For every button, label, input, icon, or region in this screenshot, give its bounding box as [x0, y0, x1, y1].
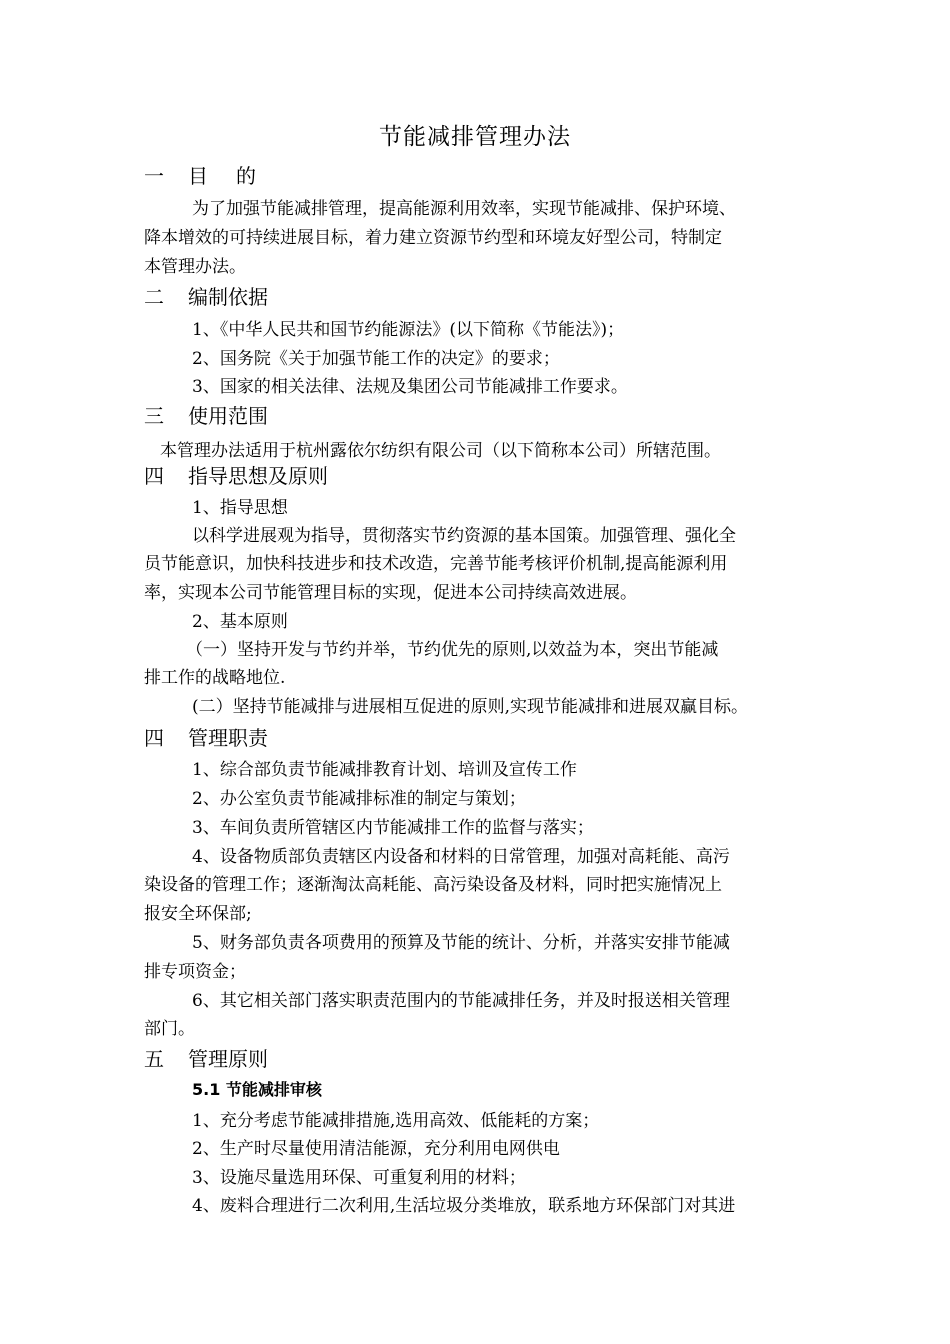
section-number: 二 — [144, 285, 164, 309]
paragraph-line: 降本增效的可持续进展目标，着力建立资源节约型和环境友好型公司，特制定 — [144, 228, 722, 248]
section-number: 四 — [144, 726, 164, 750]
list-item: 3、设施尽量选用环保、可重复利用的材料； — [192, 1168, 526, 1188]
section-heading-management-principles — [144, 1043, 268, 1072]
list-item: 2、生产时尽量使用清洁能源，充分利用电网供电 — [192, 1139, 560, 1159]
list-item: 4、设备物质部负责辖区内设备和材料的日常管理，加强对高耗能、高污 — [192, 847, 730, 867]
section-title: 使用范围 — [188, 404, 268, 428]
list-item: 2、办公室负责节能减排标准的制定与策划； — [192, 789, 526, 809]
section-number: 一 — [144, 164, 164, 188]
section-number: 五 — [144, 1047, 164, 1071]
list-item: 2、国务院《关于加强节能工作的决定》的要求； — [192, 349, 560, 369]
paragraph-line: 排专项资金； — [144, 962, 246, 982]
list-item: 1、《中华人民共和国节约能源法》(以下简称《节能法》)； — [192, 320, 625, 340]
paragraph-line: 报安全环保部; — [144, 904, 252, 924]
subsection-heading: 5.1 节能减排审核 — [192, 1080, 322, 1099]
paragraph-line: (二）坚持节能减排与进展相互促进的原则,实现节能减排和进展双赢目标。 — [192, 697, 749, 717]
list-item: 6、其它相关部门落实职责范围内的节能减排任务，并及时报送相关管理 — [192, 991, 730, 1011]
section-title: 指导思想及原则 — [188, 464, 328, 488]
paragraph-line: 染设备的管理工作；逐渐淘汰高耗能、高污染设备及材料，同时把实施情况上 — [144, 875, 722, 895]
section-heading-basis — [144, 281, 268, 310]
list-item: 3、车间负责所管辖区内节能减排工作的监督与落实； — [192, 818, 594, 838]
section-title: 管理职责 — [188, 726, 268, 750]
section-title: 编制依据 — [188, 285, 268, 309]
paragraph-line: 本管理办法。 — [144, 257, 246, 277]
section-number: 三 — [144, 404, 164, 428]
list-item: 5、财务部负责各项费用的预算及节能的统计、分析，并落实安排节能减 — [192, 933, 730, 953]
document-title: 节能减排管理办法 — [379, 124, 571, 150]
section-heading-scope — [144, 400, 268, 429]
paragraph-line: 排工作的战略地位. — [144, 668, 286, 688]
section-heading-purpose — [144, 160, 284, 189]
list-item: 4、废料合理进行二次利用,生活垃圾分类堆放，联系地方环保部门对其进 — [192, 1196, 736, 1216]
paragraph-line: 以科学进展观为指导，贯彻落实节约资源的基本国策。加强管理、强化全 — [192, 526, 736, 546]
subheading-line: 1、指导思想 — [192, 498, 288, 518]
section-heading-guiding-principles — [144, 460, 328, 489]
paragraph-line: 率，实现本公司节能管理目标的实现，促进本公司持续高效进展。 — [144, 583, 637, 603]
list-item: 3、国家的相关法律、法规及集团公司节能减排工作要求。 — [192, 377, 628, 397]
section-title: 管理原则 — [188, 1047, 268, 1071]
section-number: 四 — [144, 464, 164, 488]
section-title: 目的 — [188, 164, 284, 188]
paragraph-line: （一）坚持开发与节约并举，节约优先的原则,以效益为本，突出节能减 — [186, 640, 719, 660]
paragraph-line: 为了加强节能减排管理，提高能源利用效率，实现节能减排、保护环境、 — [192, 199, 736, 219]
list-item: 1、充分考虑节能减排措施,选用高效、低能耗的方案； — [192, 1111, 600, 1131]
list-item: 1、综合部负责节能减排教育计划、培训及宣传工作 — [192, 760, 577, 780]
subheading-line: 2、基本原则 — [192, 612, 288, 632]
paragraph-line: 部门。 — [144, 1019, 195, 1039]
paragraph-line: 本管理办法适用于杭州露依尔纺织有限公司（以下简称本公司）所辖范围。 — [160, 441, 721, 461]
section-heading-responsibilities — [144, 722, 268, 751]
paragraph-line: 员节能意识，加快科技进步和技术改造，完善节能考核评价机制,提高能源利用 — [144, 554, 728, 574]
